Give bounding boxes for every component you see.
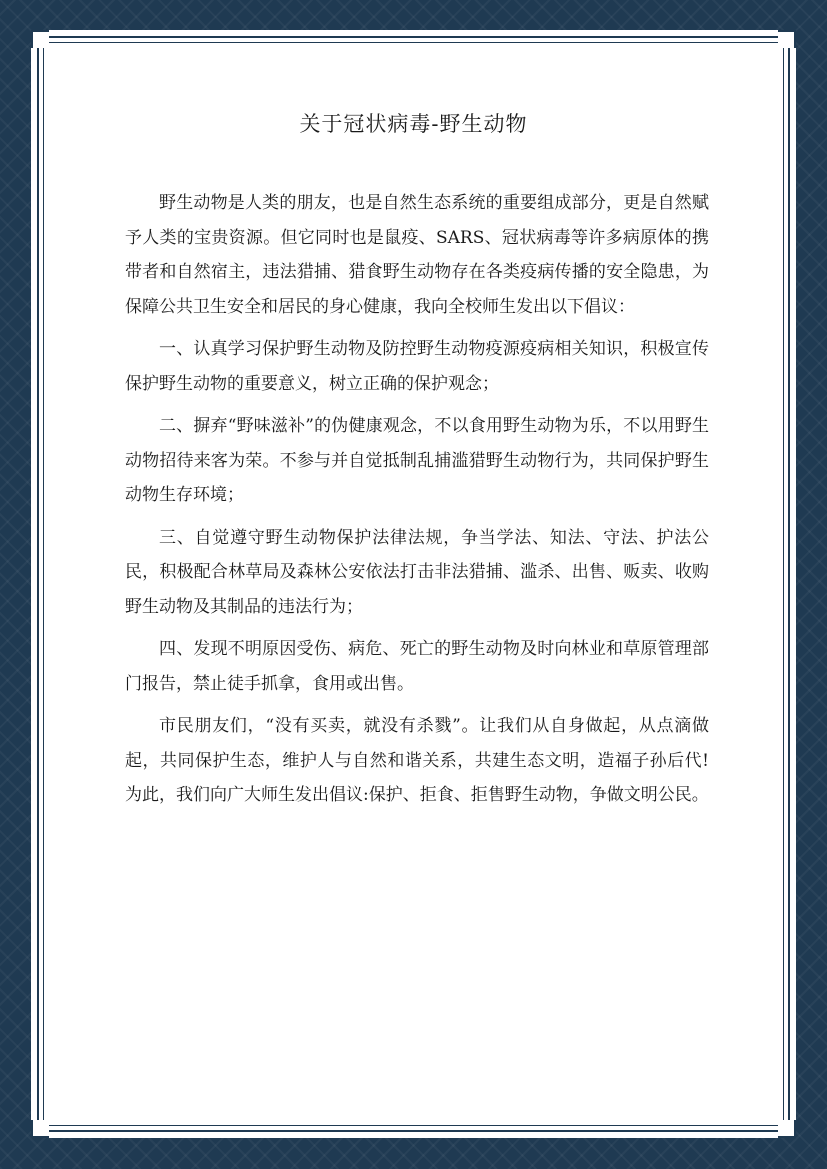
paragraph-closing: 市民朋友们，“没有买卖，就没有杀戮”。让我们从自身做起，从点滴做起，共同保护生态，维护人与自然和谐关系，共建生态文明，造福子孙后代!为此，我们向广大师生发出倡议:保护、拒食、拒售野生动物，争做文明公民。	[125, 716, 709, 805]
paragraph-item-4: 四、发现不明原因受伤、病危、死亡的野生动物及时向林业和草原管理部门报告，禁止徒手抓拿，食用或出售。	[125, 639, 709, 694]
corner-ornament-top-right	[778, 30, 796, 48]
document-page	[31, 30, 796, 1138]
document-title: 关于冠状病毒-野生动物	[299, 112, 528, 136]
paragraph-item-2: 二、摒弃“野味滋补”的伪健康观念，不以食用野生动物为乐，不以用野生动物招待来客为荣。不参与并自觉抵制乱捕滥猎野生动物行为，共同保护野生动物生存环境；	[125, 416, 709, 505]
document-body	[125, 186, 709, 821]
corner-ornament-top-left	[31, 30, 49, 48]
paragraph-intro: 野生动物是人类的朋友，也是自然生态系统的重要组成部分，更是自然赋予人类的宝贵资源。但它同时也是鼠疫、SARS、冠状病毒等许多病原体的携带者和自然宿主，违法猎捕、猎食野生动物存在各类疫病传播的安全隐患，为保障公共卫生安全和居民的身心健康，我向全校师生发出以下倡议：	[125, 193, 709, 317]
corner-ornament-bottom-right	[778, 1120, 796, 1138]
paragraph-item-3: 三、自觉遵守野生动物保护法律法规，争当学法、知法、守法、护法公民，积极配合林草局及森林公安依法打击非法猎捕、滥杀、出售、贩卖、收购野生动物及其制品的违法行为；	[125, 527, 709, 617]
corner-ornament-bottom-left	[31, 1120, 49, 1138]
paragraph-item-1: 一、认真学习保护野生动物及防控野生动物疫源疫病相关知识，积极宣传保护野生动物的重要意义，树立正确的保护观念；	[125, 339, 709, 394]
